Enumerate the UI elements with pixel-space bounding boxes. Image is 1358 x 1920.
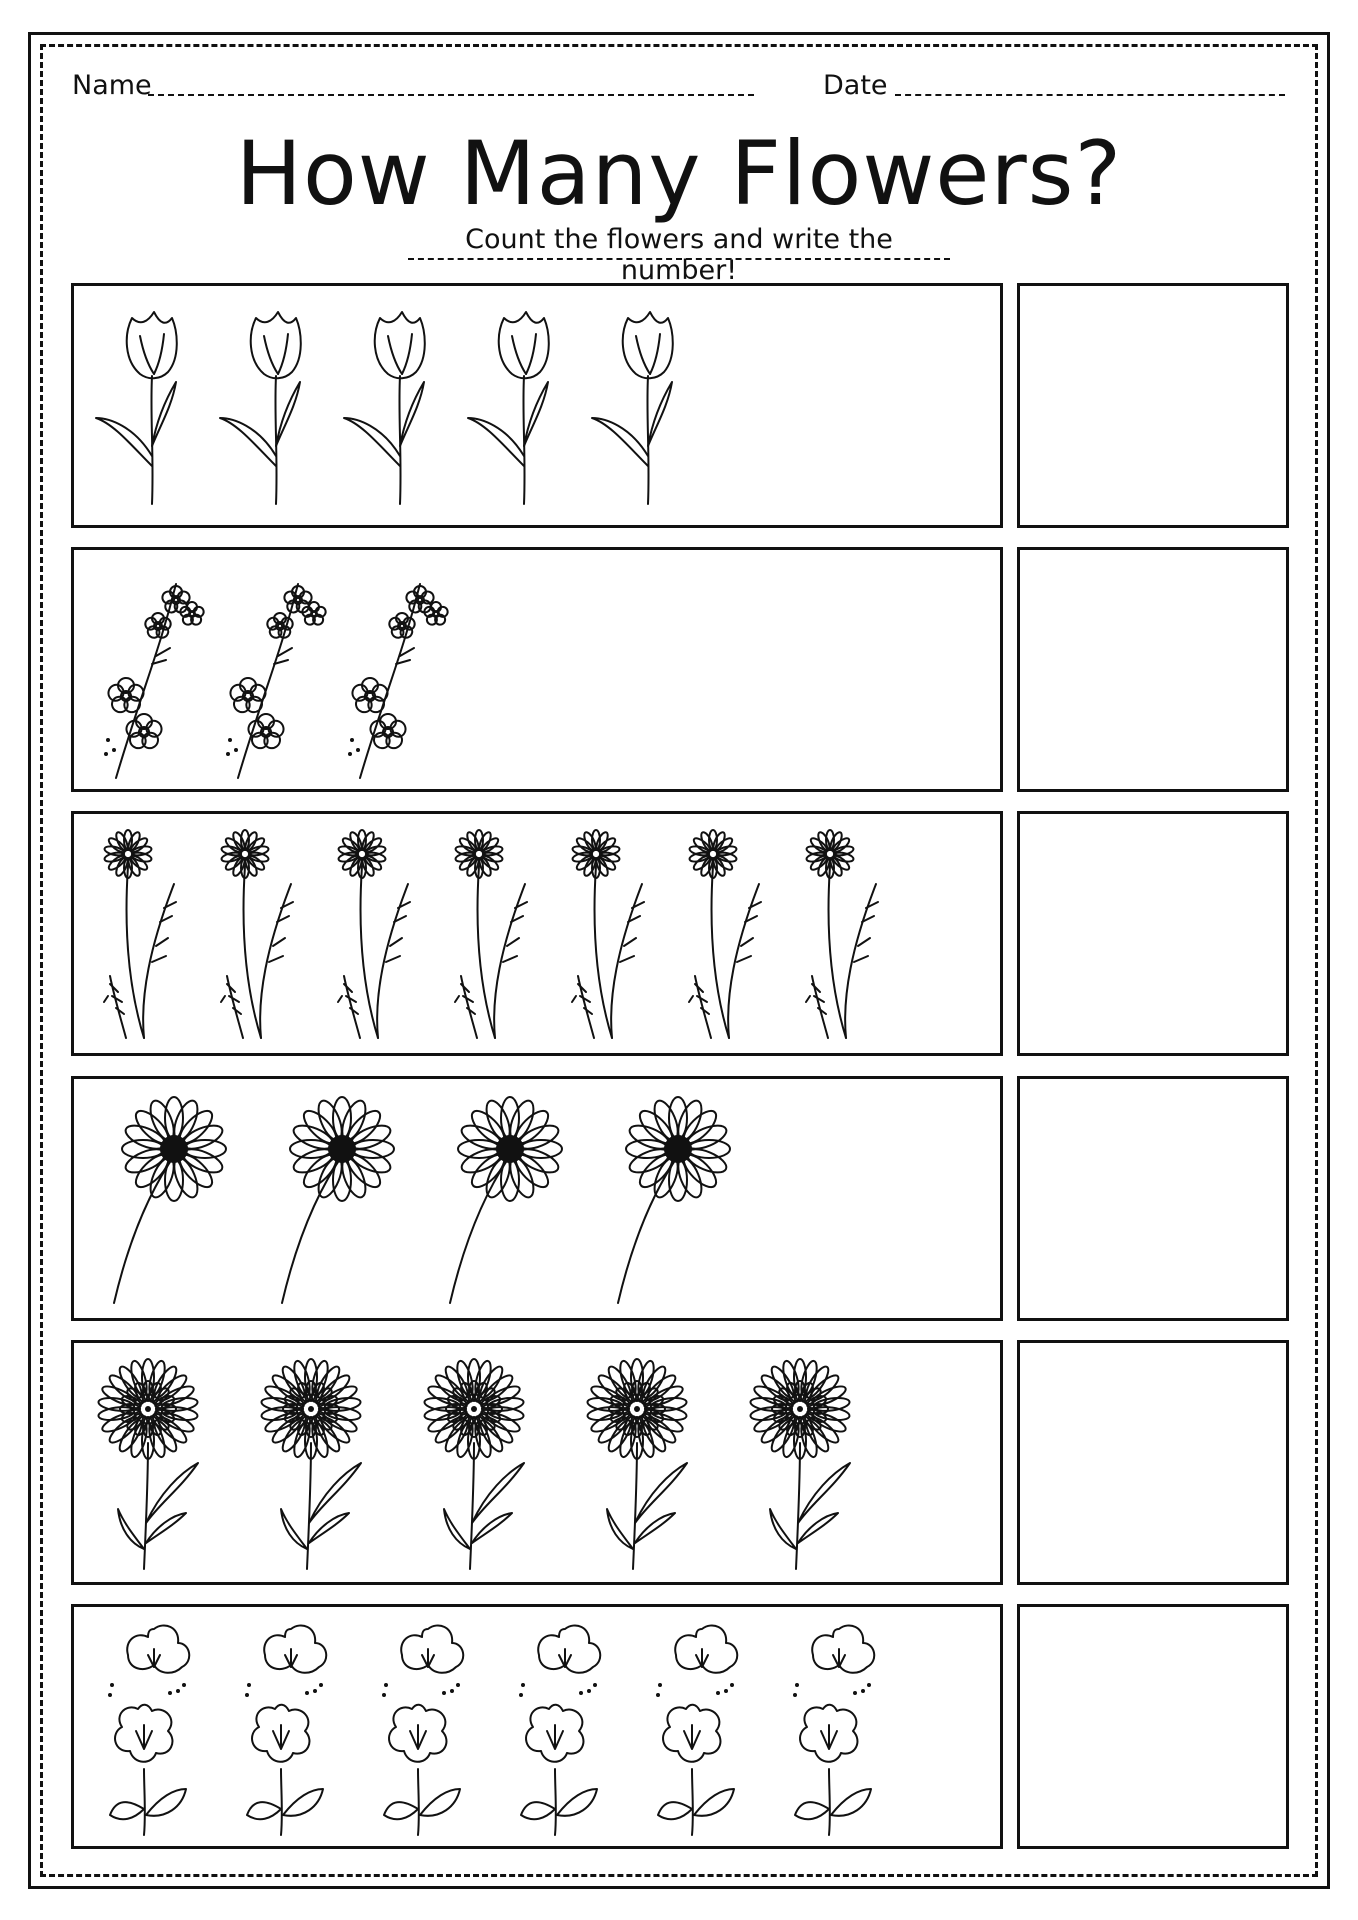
tulip-icon xyxy=(590,306,680,510)
answer-box-4[interactable] xyxy=(1017,1076,1289,1321)
answer-box-5[interactable] xyxy=(1017,1340,1289,1585)
tulip-icon xyxy=(218,306,308,510)
subtitle-underline xyxy=(408,258,950,260)
answer-box-1[interactable] xyxy=(1017,283,1289,528)
name-label: Name xyxy=(72,70,152,101)
tulip-icon xyxy=(342,306,432,510)
gerbera-icon xyxy=(90,1353,205,1577)
flower-row-3 xyxy=(71,811,1003,1056)
daisy-icon xyxy=(608,1093,738,1312)
blossom-branch-icon xyxy=(218,564,328,788)
blossom-branch-icon xyxy=(340,564,450,788)
pansy-icon xyxy=(652,1619,747,1843)
flower-row-2 xyxy=(71,547,1003,792)
gerbera-icon xyxy=(579,1353,694,1577)
flower-row-1 xyxy=(71,283,1003,528)
small-daisy-icon xyxy=(330,826,420,1045)
daisy-icon xyxy=(104,1093,234,1312)
page-subtitle: Count the flowers and write the number! xyxy=(465,224,893,286)
flower-row-5 xyxy=(71,1340,1003,1585)
page-title: How Many Flowers? xyxy=(235,122,1123,225)
small-daisy-icon xyxy=(96,826,186,1045)
answer-box-6[interactable] xyxy=(1017,1604,1289,1849)
pansy-icon xyxy=(515,1619,610,1843)
date-label: Date xyxy=(823,70,888,101)
small-daisy-icon xyxy=(564,826,654,1045)
blossom-branch-icon xyxy=(96,564,206,788)
name-write-line[interactable] xyxy=(148,94,754,96)
small-daisy-icon xyxy=(213,826,303,1045)
pansy-icon xyxy=(378,1619,473,1843)
gerbera-icon xyxy=(416,1353,531,1577)
pansy-icon xyxy=(104,1619,199,1843)
answer-box-3[interactable] xyxy=(1017,811,1289,1056)
small-daisy-icon xyxy=(447,826,537,1045)
small-daisy-icon xyxy=(798,826,888,1045)
small-daisy-icon xyxy=(681,826,771,1045)
answer-box-2[interactable] xyxy=(1017,547,1289,792)
daisy-icon xyxy=(440,1093,570,1312)
flower-row-4 xyxy=(71,1076,1003,1321)
flower-row-6 xyxy=(71,1604,1003,1849)
gerbera-icon xyxy=(742,1353,857,1577)
pansy-icon xyxy=(241,1619,336,1843)
pansy-icon xyxy=(789,1619,884,1843)
date-write-line[interactable] xyxy=(895,94,1285,96)
daisy-icon xyxy=(272,1093,402,1312)
tulip-icon xyxy=(94,306,184,510)
tulip-icon xyxy=(466,306,556,510)
gerbera-icon xyxy=(253,1353,368,1577)
